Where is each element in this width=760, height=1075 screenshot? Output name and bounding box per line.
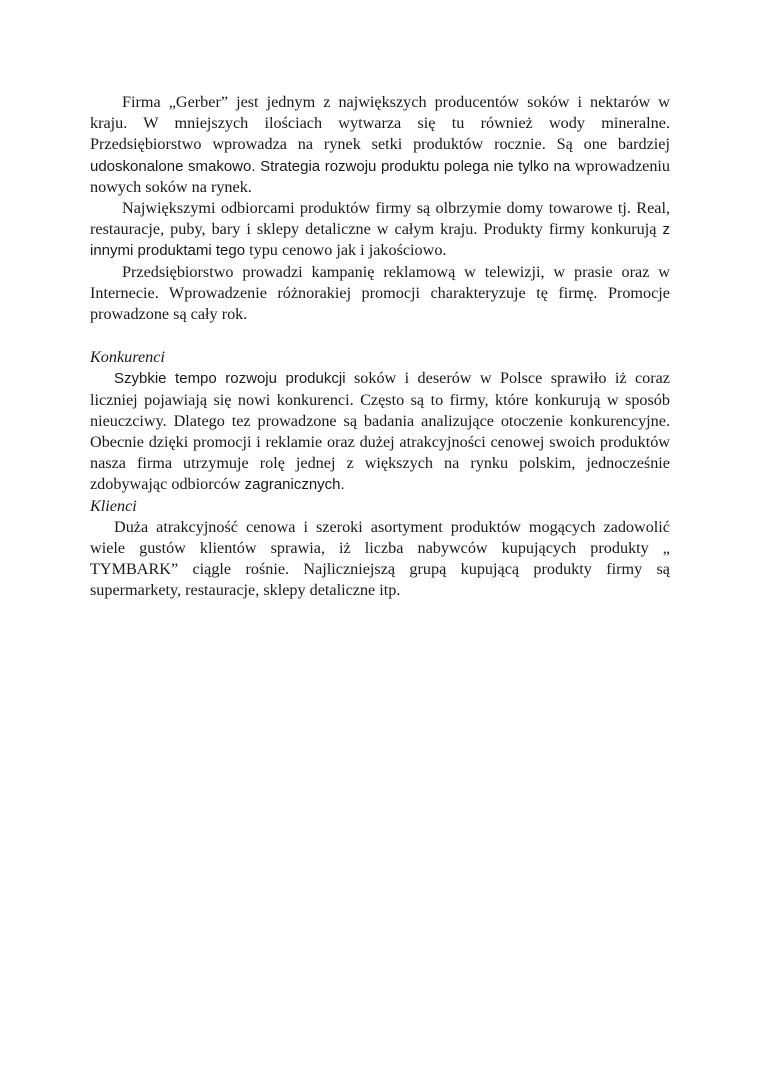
customers-text-end: typu cenowo jak i jakościowo. bbox=[245, 241, 447, 260]
intro-text-end: wprowadzeniu nowych soków na rynek. bbox=[90, 156, 670, 196]
paragraph-company-intro bbox=[90, 92, 670, 198]
heading-konkurenci: Konkurenci bbox=[90, 348, 165, 367]
intro-text: Firma „Gerber” jest jednym z największych producentów soków i nektarów w kraju. W mniejszych ilościach wytwarza się tu również wody mineralne. Przedsiębiorstwo wprowadza na rynek setki produktów rocznie. Są one bardziej bbox=[90, 93, 670, 154]
paragraph-customers bbox=[90, 198, 670, 262]
customers-text-sans: z innymi produktami tego bbox=[90, 221, 670, 260]
paragraph-advertising: Przedsiębiorstwo prowadzi kampanię reklamową w telewizji, w prasie oraz w Internecie. Wprowadzenie różnorakiej promocji charakteryzuje tę firmę. Promocje prowadzone są cały rok. bbox=[90, 262, 670, 324]
spacer bbox=[90, 325, 670, 347]
paragraph-konkurenci bbox=[90, 368, 670, 495]
konkurenci-lead: Szybkie tempo rozwoju produkcji bbox=[114, 370, 346, 388]
konkurenci-text: soków i deserów w Polsce sprawiło iż coraz liczniej pojawiają się nowi konkurenci. Często są to firmy, które konkurują w sposób nieuczciwy. Dlatego tez prowadzone są badania analizujące otoczenie konkurencyjne. Obecnie dzięki promocji i reklamie oraz dużej atrakcyjności cenowej swoich produktów nasza firma utrzymuje rolę jednej z większych na rynku polskim, jednocześnie zdobywając odbiorców bbox=[90, 369, 670, 494]
customers-text: Największymi odbiorcami produktów firmy są olbrzymie domy towarowe tj. Real, restauracje, puby, bary i sklepy detaliczne w całym kraju. Produkty firmy konkurują bbox=[90, 199, 670, 239]
heading-klienci: Klienci bbox=[90, 496, 137, 515]
intro-text-sans: udoskonalone smakowo. Strategia rozwoju produktu polega nie tylko na bbox=[90, 157, 571, 175]
document-body bbox=[90, 92, 670, 602]
konkurenci-tail: zagranicznych. bbox=[244, 476, 345, 494]
paragraph-klienci: Duża atrakcyjność cenowa i szeroki asortyment produktów mogących zadowolić wiele gustów klientów sprawia, iż liczba nabywców kupujących produkty „ TYMBARK” ciągle rośnie. Najliczniejszą grupą kupującą produkty firmy są supermarkety, restauracje, sklepy detaliczne itp. bbox=[90, 517, 670, 600]
